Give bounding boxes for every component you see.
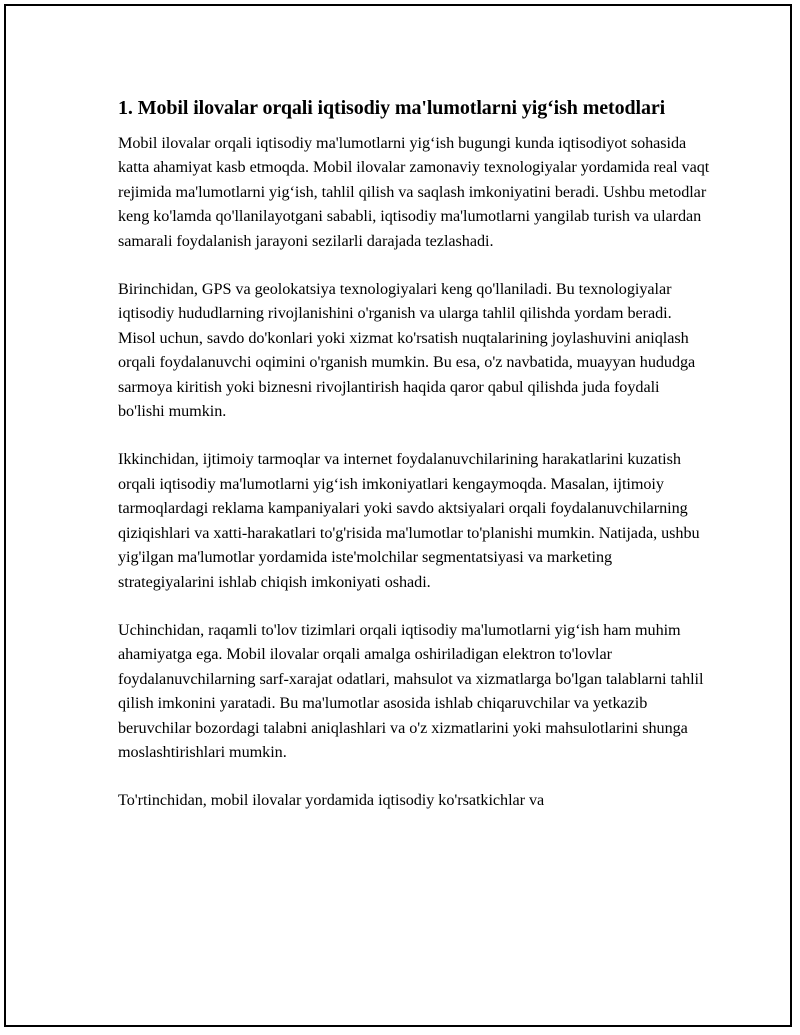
paragraph-first: Birinchidan, GPS va geolokatsiya texnologiyalari keng qo'llaniladi. Bu texnologiyalar iqtisodiy hududlarning rivojlanishini o'rganish va ularga tahlil qilishda yordam beradi. Misol uchun, savdo do'konlari yoki xizmat ko'rsatish nuqtalarining joylashuvini aniqlash orqali foydalanuvchi oqimini o'rganish mumkin. Bu esa, o'z navbatida, muayyan hududga sarmoya kiritish yoki biznesni rivojlantirish haqida qaror qabul qilishda juda foydali bo'lishi mumkin.	[118, 280, 696, 421]
section-heading: 1. Mobil ilovalar orqali iqtisodiy ma'lumotlarni yig‘ish metodlari	[118, 97, 666, 119]
document-body	[118, 94, 710, 837]
paragraph-second: Ikkinchidan, ijtimoiy tarmoqlar va internet foydalanuvchilarining harakatlarini kuzatish orqali iqtisodiy ma'lumotlarni yig‘ish imkoniyatlari kengaymoqda. Masalan, ijtimoiy tarmoqlardagi reklama kampaniyalari yoki savdo aktsiyalari orqali foydalanuvchilarning qiziqishlari va xatti-harakatlari to'g'risida ma'lumotlar to'planishi mumkin. Natijada, ushbu yig'ilgan ma'lumotlar yordamida iste'molchilar segmentatsiyasi va marketing strategiyalarini ishlab chiqish imkoniyati oshadi.	[118, 450, 700, 591]
paragraph-fourth: To'rtinchidan, mobil ilovalar yordamida iqtisodiy ko'rsatkichlar va	[118, 791, 545, 810]
paragraph-intro: Mobil ilovalar orqali iqtisodiy ma'lumotlarni yig‘ish bugungi kunda iqtisodiyot sohasida katta ahamiyat kasb etmoqda. Mobil ilovalar zamonaviy texnologiyalar yordamida real vaqt rejimida ma'lumotlarni yig‘ish, tahlil qilish va saqlash imkoniyatini beradi. Ushbu metodlar keng ko'lamda qo'llanilayotgani sababli, iqtisodiy ma'lumotlarni yangilab turish va ulardan samarali foydalanish jarayoni sezilarli darajada tezlashadi.	[118, 134, 710, 250]
paragraph-third: Uchinchidan, raqamli to'lov tizimlari orqali iqtisodiy ma'lumotlarni yig‘ish ham muhim ahamiyatga ega. Mobil ilovalar orqali amalga oshiriladigan elektron to'lovlar foydalanuvchilarning sarf-xarajat odatlari, mahsulot va xizmatlarga bo'lgan talablarni tahlil qilish imkonini yaratadi. Bu ma'lumotlar asosida ishlab chiqaruvchilar va yetkazib beruvchilar bozordagi talabni aniqlashlari va o'z xizmatlarini yoki mahsulotlarini shunga moslashtirishlari mumkin.	[118, 620, 704, 761]
